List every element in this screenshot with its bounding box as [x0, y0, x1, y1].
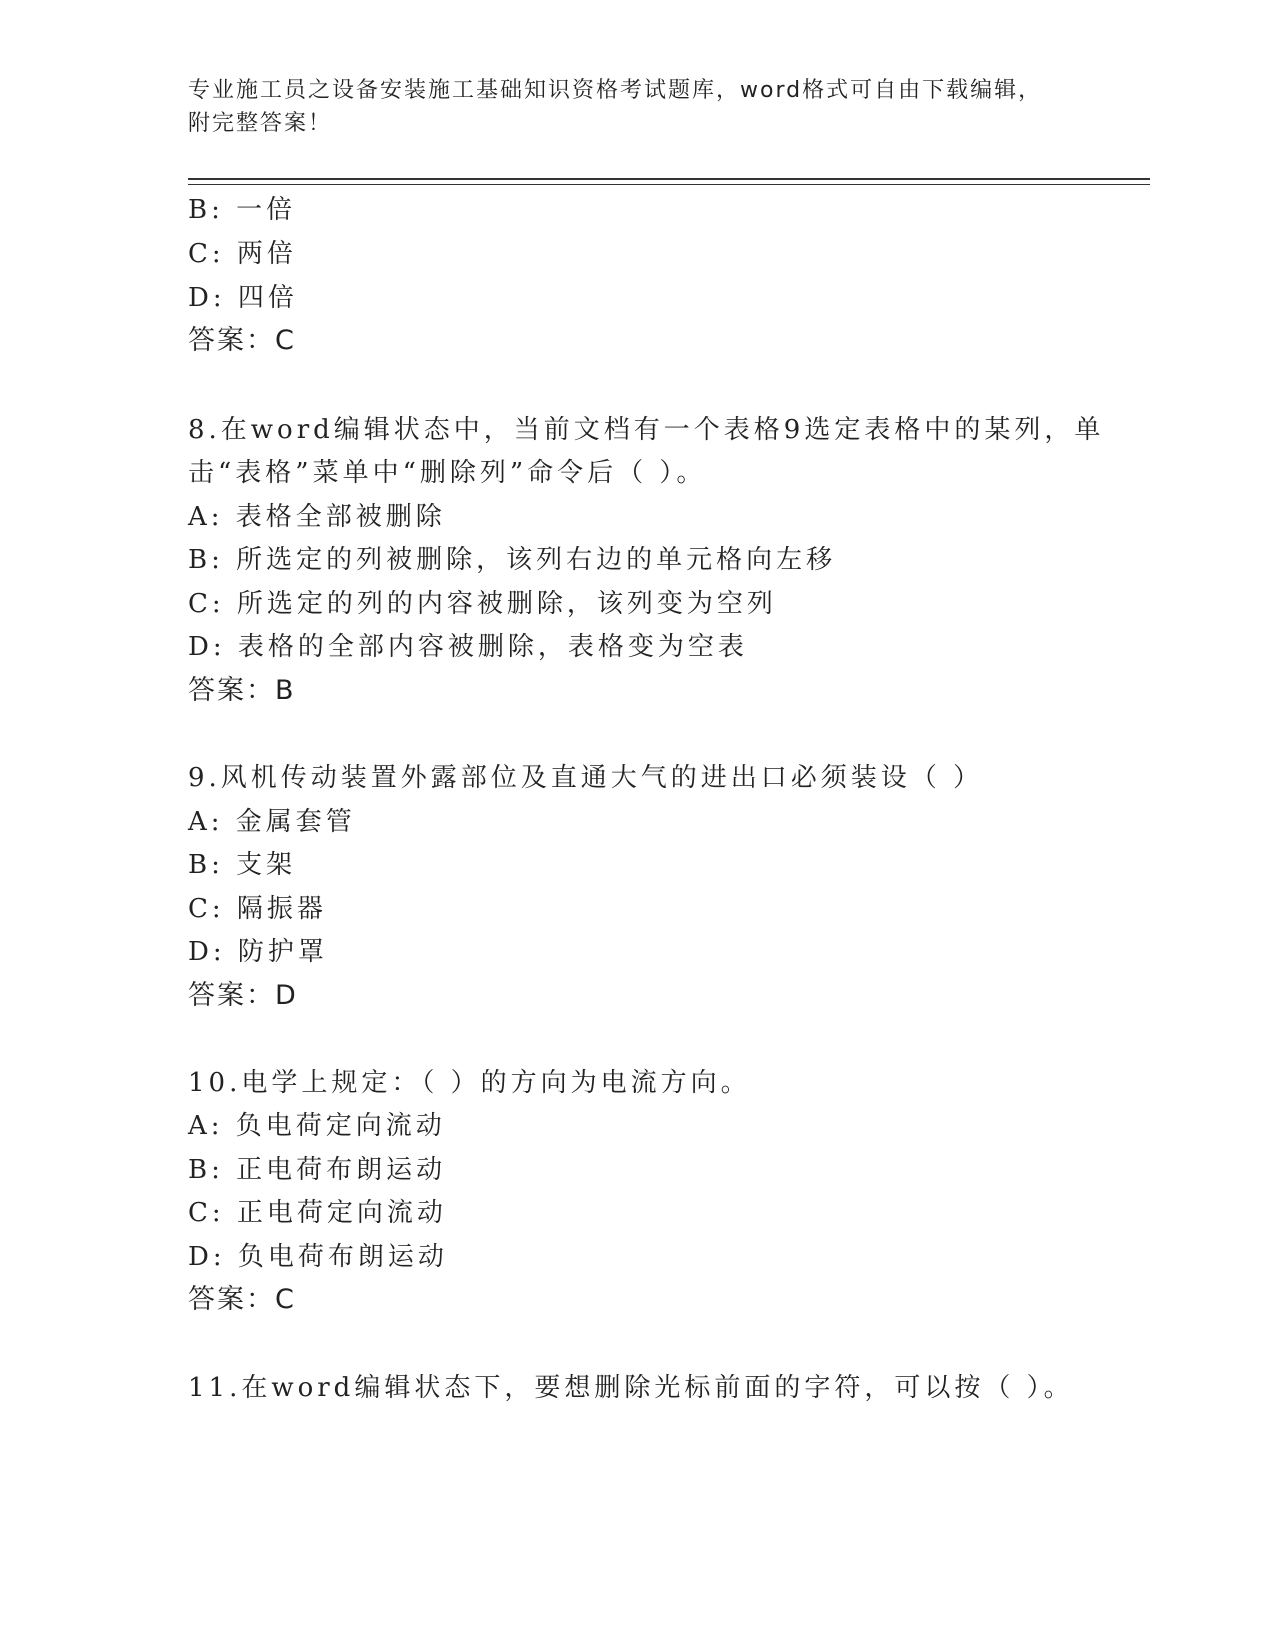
q8-option-d: D: 表格的全部内容被删除，表格变为空表: [188, 632, 748, 662]
q10-option-d: D: 负电荷布朗运动: [188, 1242, 448, 1272]
q8-option-b: B: 所选定的列被删除，该列右边的单元格向左移: [188, 545, 837, 575]
q9-option-b: B: 支架: [188, 850, 297, 880]
q9-option-c: C: 隔振器: [188, 894, 327, 924]
q10-option-b: B: 正电荷布朗运动: [188, 1155, 447, 1185]
q10-option-a: A: 负电荷定向流动: [188, 1111, 446, 1141]
q8-option-a: A: 表格全部被删除: [188, 502, 446, 532]
header-line-2: 附完整答案！: [188, 111, 333, 136]
header-line-1: 专业施工员之设备安装施工基础知识资格考试题库，word格式可自由下载编辑，: [188, 78, 1043, 103]
q7-option-c: C: 两倍: [188, 239, 297, 269]
q9-option-d: D: 防护罩: [188, 937, 328, 967]
q8-option-c: C: 所选定的列的内容被删除，该列变为空列: [188, 589, 777, 619]
q10-question: 10.电学上规定：（ ）的方向为电流方向。: [188, 1068, 751, 1098]
q8-question-line-1: 8.在word编辑状态中，当前文档有一个表格9选定表格中的某列，单: [188, 415, 1105, 445]
q10-option-c: C: 正电荷定向流动: [188, 1198, 447, 1228]
q9-option-a: A: 金属套管: [188, 807, 356, 837]
header-divider-thick: [188, 178, 1150, 180]
q9-answer: 答案：D: [188, 980, 298, 1011]
q7-option-b: B: 一倍: [188, 195, 297, 225]
q11-question: 11.在word编辑状态下，要想删除光标前面的字符，可以按（ ）。: [188, 1373, 1074, 1403]
header-divider-thin: [188, 184, 1150, 185]
q10-answer: 答案：C: [188, 1284, 296, 1315]
q8-answer: 答案：B: [188, 675, 296, 706]
q7-option-d: D: 四倍: [188, 283, 298, 313]
document-header: [188, 74, 1148, 140]
q7-answer: 答案：C: [188, 325, 296, 356]
q9-question: 9.风机传动装置外露部位及直通大气的进出口必须装设（ ）: [188, 763, 984, 793]
q8-question-line-2: 击“表格”菜单中“删除列”命令后（ ）。: [188, 458, 707, 488]
